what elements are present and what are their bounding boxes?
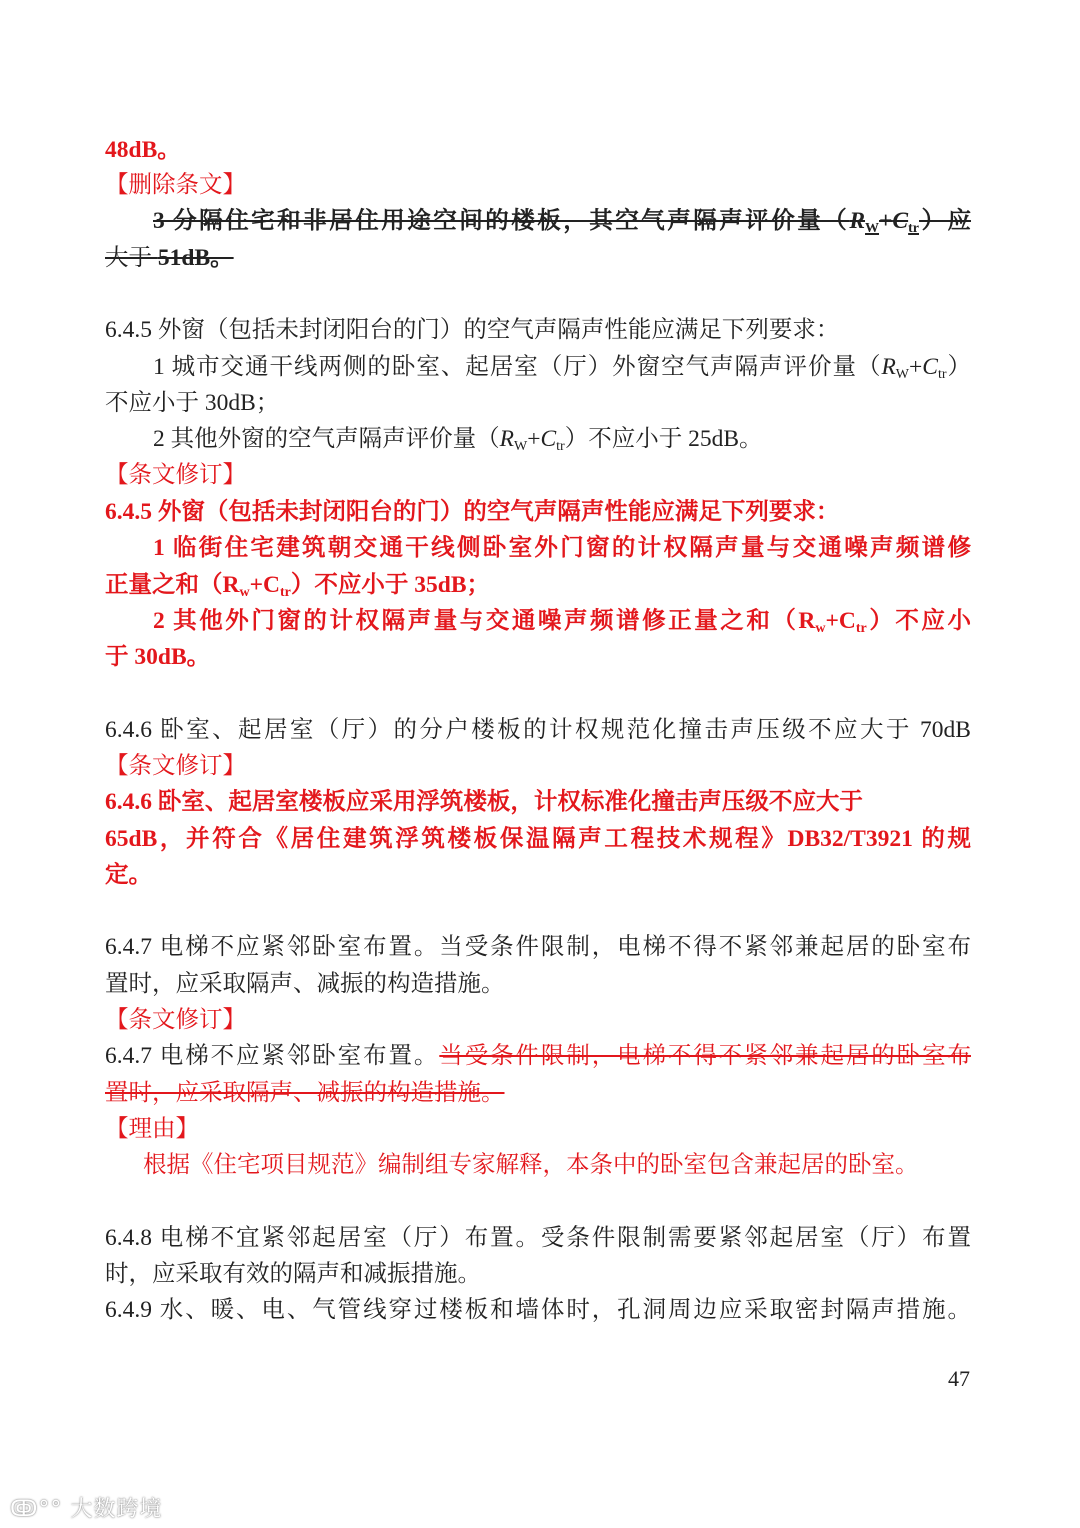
text-segment: 【删除条文】 xyxy=(105,172,246,198)
text-segment: 6.4.7 电梯不应紧邻卧室布置。当受条件限制，电梯不得不紧邻兼起居的卧室布 xyxy=(105,934,971,960)
text-line xyxy=(105,312,971,348)
text-line xyxy=(105,857,971,893)
text-segment: 6.4.9 水、暖、电、气管线穿过楼板和墙体时，孔洞周边应采取密封隔声措施。 xyxy=(105,1297,971,1323)
text-segment: 根据《住宅项目规范》编制组专家解释，本条中的卧室包含兼起居的卧室。 xyxy=(143,1152,919,1178)
text-segment: C xyxy=(922,354,938,380)
text-line xyxy=(105,821,971,857)
text-line xyxy=(105,132,971,168)
text-segment: +C xyxy=(825,608,856,634)
text-line xyxy=(105,1111,971,1147)
text-line xyxy=(105,1220,971,1256)
text-segment: C xyxy=(540,426,557,452)
subscript: tr xyxy=(855,621,867,636)
text-line xyxy=(105,966,971,1002)
text-segment: R xyxy=(881,354,896,380)
text-segment: ）不应小 xyxy=(866,608,971,634)
text-segment: 65dB，并符合《居住建筑浮筑楼板保温隔声工程技术规程》DB32/T3921 的规 xyxy=(105,826,971,852)
subscript: tr xyxy=(937,367,947,382)
text-segment: +C xyxy=(249,572,280,598)
text-line xyxy=(105,385,971,421)
text-line xyxy=(105,167,971,203)
subscript: W xyxy=(865,221,880,236)
text-segment: 6.4.6 卧室、起居室楼板应采用浮筑楼板，计权标准化撞击声压级不应大于 xyxy=(105,789,863,815)
text-segment: 6.4.7 电梯不应紧邻卧室布置。 xyxy=(105,1043,440,1069)
text-segment: 6.4.5 外窗（包括未封闭阳台的门）的空气声隔声性能应满足下列要求： xyxy=(105,317,840,343)
page-number: 47 xyxy=(948,1366,970,1391)
text-segment: 时，应采取有效的隔声和减振措施。 xyxy=(105,1261,481,1287)
text-line xyxy=(105,603,971,639)
text-line xyxy=(105,784,971,820)
text-line xyxy=(105,349,971,385)
text-line xyxy=(105,1002,971,1038)
subscript: W xyxy=(513,439,528,454)
text-line xyxy=(105,457,971,493)
text-segment: ）不应小于 25dB。 xyxy=(564,426,763,452)
subscript: w xyxy=(815,621,826,636)
text-segment: + xyxy=(909,354,923,380)
text-line xyxy=(105,1038,971,1074)
text-segment: + xyxy=(879,208,893,234)
text-segment: 置时，应采取隔声、减振的构造措施。 xyxy=(105,971,505,997)
text-segment: 【条文修订】 xyxy=(105,462,246,488)
text-line xyxy=(105,530,971,566)
text-segment: 1 城市交通干线两侧的卧室、起居室（厅）外窗空气声隔声评价量（ xyxy=(153,354,882,380)
text-segment: C xyxy=(892,208,909,234)
text-segment: 【理由】 xyxy=(105,1116,199,1142)
text-segment: 6.4.8 电梯不宜紧邻起居室（厅）布置。受条件限制需要紧邻起居室（厅）布置 xyxy=(105,1225,971,1251)
text-line xyxy=(105,748,971,784)
text-segment: 6.4.6 卧室、起居室（厅）的分户楼板的计权规范化撞击声压级不应大于 70dB xyxy=(105,717,971,743)
text-segment: 不应小于 30dB； xyxy=(105,390,280,416)
text-segment: 48dB。 xyxy=(105,137,181,163)
text-segment: + xyxy=(527,426,541,452)
text-line xyxy=(105,639,971,675)
text-segment: 正量之和（R xyxy=(105,572,240,598)
text-segment: 于 30dB。 xyxy=(105,644,211,670)
text-segment: ）应 xyxy=(919,208,972,234)
text-segment: 当受条件限制，电梯不得不紧邻兼起居的卧室布 xyxy=(439,1043,971,1069)
text-line xyxy=(105,203,971,239)
subscript: tr xyxy=(908,221,919,236)
subscript: w xyxy=(239,585,250,600)
text-segment: ）不应小于 35dB； xyxy=(290,572,490,598)
text-line xyxy=(105,240,971,276)
text-line xyxy=(105,1292,971,1328)
text-segment: 【条文修订】 xyxy=(105,1007,246,1033)
text-line xyxy=(105,494,971,530)
text-segment: 6.4.5 外窗（包括未封闭阳台的门）的空气声隔声性能应满足下列要求： xyxy=(105,499,840,525)
text-line xyxy=(105,712,971,748)
text-line xyxy=(105,421,971,457)
text-line xyxy=(105,1147,971,1183)
text-segment: 定。 xyxy=(105,862,152,888)
subscript: tr xyxy=(279,585,291,600)
text-line xyxy=(105,1256,971,1292)
text-segment: 2 其他外门窗的计权隔声量与交通噪声频谱修正量之和（R xyxy=(153,608,816,634)
text-segment: R xyxy=(849,208,866,234)
text-segment: 大于 xyxy=(105,245,158,271)
text-segment: ） xyxy=(946,354,972,380)
text-segment: 1 临街住宅建筑朝交通干线侧卧室外门窗的计权隔声量与交通噪声频谱修 xyxy=(153,535,971,561)
subscript: tr xyxy=(556,439,565,454)
text-line xyxy=(105,1075,971,1111)
text-segment: 3 分隔住宅和非居住用途空间的楼板，其空气声隔声评价量（ xyxy=(153,208,850,234)
text-segment: 【条文修订】 xyxy=(105,753,246,779)
text-segment: 2 其他外窗的空气声隔声评价量（ xyxy=(153,426,500,452)
text-line xyxy=(105,929,971,965)
watermark-text: 大数跨境 xyxy=(70,1497,163,1522)
text-line xyxy=(105,567,971,603)
watermark-logo: ↂ°° 大数跨境 xyxy=(10,1497,163,1522)
text-segment: 置时，应采取隔声、减振的构造措施。 xyxy=(105,1080,505,1106)
subscript: W xyxy=(895,367,910,382)
text-segment: R xyxy=(499,426,514,452)
text-segment: 51dB。 xyxy=(157,245,234,271)
